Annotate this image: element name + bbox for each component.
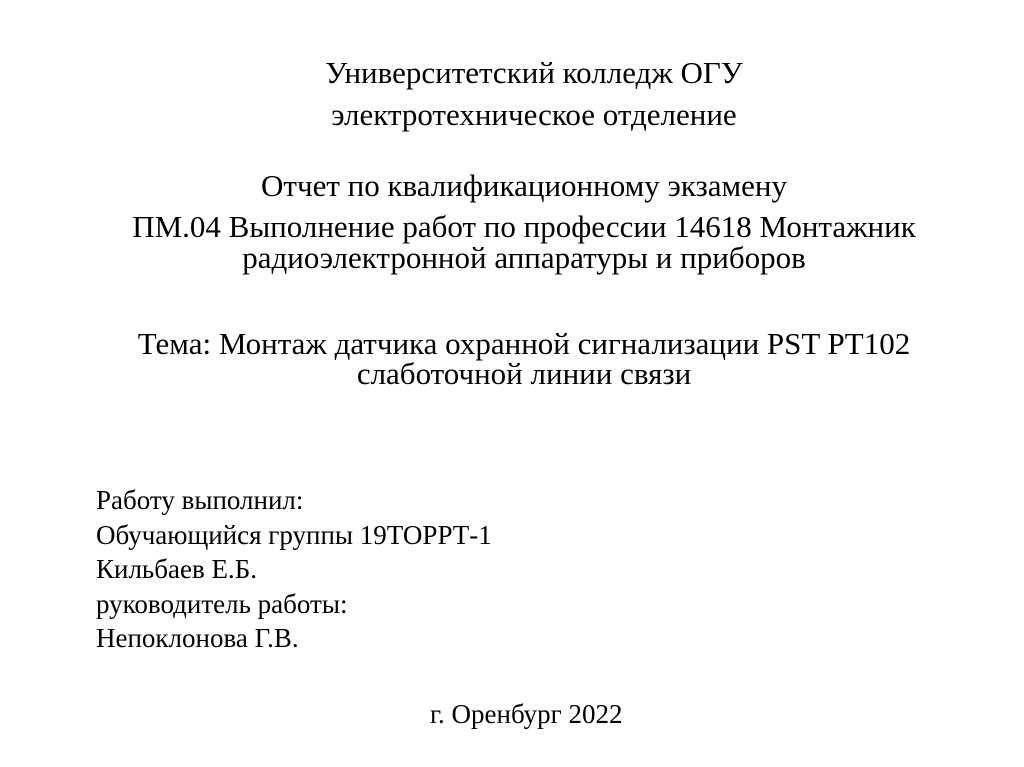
supervisor-name: Непоклонова Г.В. (96, 623, 299, 653)
author-block (96, 487, 492, 660)
report-title: Отчет по квалификационному экзамену (261, 168, 787, 203)
performed-by-label: Работу выполнил: (96, 485, 304, 515)
student-group: Обучающийся группы 19ТОРРТ-1 (96, 519, 492, 550)
module-title-line-2: радиоэлектронной аппаратуры и приборов (242, 240, 806, 275)
student-name: Кильбаев Е.Б. (96, 554, 257, 584)
city-year: г. Оренбург 2022 (430, 699, 623, 729)
topic-line-1: Тема: Монтаж датчика охранной сигнализации PST PT102 (137, 326, 911, 361)
institution-name: Университетский колледж ОГУ (325, 55, 743, 90)
module-title-line-1: ПМ.04 Выполнение работ по профессии 14618 Монтажник (132, 209, 916, 244)
topic-line-2: слаботочной линии связи (356, 356, 692, 391)
supervisor-label: руководитель работы: (96, 588, 348, 619)
department-name: электротехническое отделение (331, 97, 737, 132)
